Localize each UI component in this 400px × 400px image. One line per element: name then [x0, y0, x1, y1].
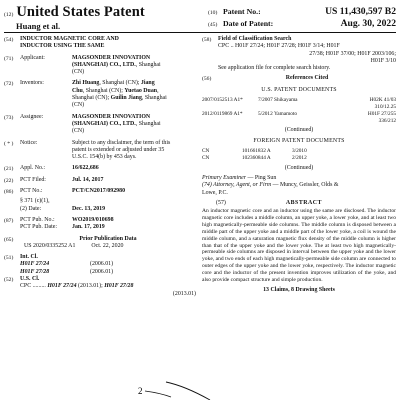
field-number: (86) [4, 189, 14, 196]
field-73-assignee [4, 114, 196, 136]
invention-title-line2: INDUCTOR USING THE SAME [20, 43, 105, 50]
foreign-date: 3/2010 [292, 147, 307, 154]
field-number: (22) [4, 177, 14, 184]
right-column [202, 36, 396, 294]
cpc-version: (2013.01) [172, 290, 196, 297]
search-cpc: 27/38; H01F 37/00; H01F 2003/106; [309, 50, 396, 57]
inventor-location: Shanghai (CN); [72, 95, 111, 102]
appl-no-label: Appl. No.: [20, 165, 46, 172]
claims-summary: 13 Claims, 8 Drawing Sheets [263, 286, 335, 293]
us-cl-label: U.S. Cl. [20, 276, 40, 283]
prior-pub-heading: Prior Publication Data [79, 235, 137, 242]
field-number: (54) [4, 37, 14, 43]
inventors-short: Huang et al. [16, 21, 61, 31]
inventor-location: , Shanghai [141, 95, 167, 102]
abstract-heading [202, 200, 396, 207]
pct-filed-label: PCT Filed: [20, 176, 46, 183]
drawing-ref-label: 2 [138, 386, 143, 396]
prior-pub-number: US 2020/0335252 A1 [24, 242, 76, 249]
int-cl-version: (2006.01) [90, 268, 114, 275]
field-number: (10) [208, 10, 218, 16]
foreign-docs-heading: FOREIGN PATENT DOCUMENTS [253, 137, 345, 144]
document-type-title: United States Patent [16, 4, 145, 20]
ref-name: Shikayama [274, 97, 298, 104]
field-number: ( * ) [4, 140, 14, 147]
search-heading: Field of Classification Search [218, 36, 292, 42]
assignee-country: (CN) [72, 128, 85, 135]
inventor-name: Guilin Jiang [110, 95, 142, 102]
prior-pub-date: Oct. 22, 2020 [91, 242, 124, 249]
field-87-pct-pub-date [4, 224, 196, 231]
int-cl-version: (2006.01) [90, 261, 114, 268]
ref-number: 2012/0119869 A1* [202, 110, 243, 117]
patent-number-label: Patent No.: [223, 7, 261, 16]
foreign-date: 2/2012 [292, 154, 307, 161]
patent-number: US 11,430,597 B2 [325, 6, 396, 17]
int-cl-code: H01F 27/24 [20, 261, 50, 268]
field-number: (73) [4, 114, 14, 121]
applicant-name: MAGSONDER INNOVATION [72, 54, 151, 61]
pct-no: PCT/CN2017/092980 [72, 188, 126, 195]
field-54-title [4, 36, 196, 51]
foreign-entry [202, 148, 396, 155]
cpc-label: CPC [20, 283, 32, 290]
assignee-name-2: (SHANGHAI) CO., LTD. [72, 120, 136, 127]
reference-entry [202, 97, 396, 111]
pct-pub-no: WO2019/010698 [72, 216, 114, 223]
field-number: (87) [4, 217, 14, 224]
abstract-text: An inductor magnetic core and an inductor using the same are disclosed. The inductor magnetic core includes a middle column, an upper yoke, a lower yoke, and at least two high magnetically-permeable side columns. The middle column is disposed between a middle part of the upper yoke and a middle part of the lower yoke, a coil is wound the middle column, and a saturation magnetic flux density of the middle column is higher than that of the upper yoke and the lower yoke. The at least two high magnetically-permeable side columns are disposed in interval between the upper yoke and the lower yoke, and two ends of each high magnetically-permeable side column are connected to outer edges of the upper yoke and the lower yoke, respectively. The inductor magnetic core and the inductor of the present invention improves utilization of the yoke, and also provide compact structure and simple production. [202, 208, 396, 283]
leader-line [145, 391, 171, 397]
notice-text: Subject to any disclaimer, the term of this [72, 139, 171, 146]
invention-title-line1: INDUCTOR MAGNETIC CORE AND [20, 36, 119, 42]
field-65-prior-pub [4, 236, 196, 251]
int-cl-row [20, 269, 196, 276]
field-number: (51) [4, 255, 14, 262]
field-number: (57) [216, 200, 226, 207]
us-patent-docs-heading: U.S. PATENT DOCUMENTS [261, 86, 337, 93]
field-52-us-cl [4, 276, 196, 298]
field-number: (45) [208, 22, 218, 28]
field-86-371 [4, 198, 196, 213]
applicant-label: Applicant: [20, 54, 45, 61]
examiner-label: Primary Examiner [202, 175, 247, 182]
pct-pub-no-label: PCT Pub. No.: [20, 216, 55, 223]
drawing-fragment [0, 380, 400, 400]
field-58-search [202, 36, 396, 72]
notice [4, 140, 196, 162]
attorney [202, 182, 396, 189]
continued-note: (Continued) [284, 164, 314, 171]
search-cpc: CPC .. H01F 27/24; H01F 27/28; H01F 3/14; H01F [218, 43, 340, 50]
field-number: (71) [4, 55, 14, 62]
ref-name: Yamamoto [274, 110, 298, 117]
foreign-number: 102360844 A [242, 154, 271, 161]
ref-subclass: 336/212 [378, 117, 396, 124]
assignee-city: , Shanghai [135, 120, 161, 127]
reference-entry [202, 111, 396, 125]
field-number: (56) [202, 76, 212, 83]
cpc-line: CPC ......... H01F 27/24 (2013.01); H01F 27/28 [20, 283, 134, 290]
field-71-applicant [4, 55, 196, 77]
ref-number: 2007/0152513 A1* [202, 97, 243, 104]
section-371-label: § 371 (c)(1), [20, 198, 50, 205]
patent-date-label: Date of Patent: [223, 19, 274, 28]
ref-subclass: 310/12.25 [374, 104, 396, 111]
section-371-date: Dec. 13, 2019 [72, 205, 106, 212]
attorney-name-2: Lowe, P.C. [202, 189, 228, 196]
cpc-version: (2013.01); [78, 283, 103, 290]
notice-label: Notice: [20, 139, 38, 146]
inventor-country: (CN) [72, 102, 85, 109]
section-371-date-label: (2) Date: [20, 205, 42, 212]
references-heading: References Cited [285, 75, 329, 82]
inventor-name: Yuetao Duan [124, 87, 158, 94]
inventor-name: Chu [72, 87, 83, 94]
foreign-number: 101661832 A [242, 147, 271, 154]
cpc-code: H01F 27/24 [47, 283, 77, 290]
field-number: (12) [4, 12, 14, 18]
applicant-city: , Shanghai [135, 61, 161, 68]
search-history-note: See application file for complete search history. [218, 65, 331, 72]
field-86-pct-no [4, 188, 196, 195]
foreign-docs-list [202, 148, 396, 162]
patent-date: Aug. 30, 2022 [340, 18, 396, 29]
pct-pub-date: Jan. 17, 2019 [72, 224, 105, 231]
assignee-label: Assignee: [20, 113, 44, 120]
field-72-inventors [4, 80, 196, 109]
pct-no-label: PCT No.: [20, 188, 43, 195]
int-cl-label: Int. Cl. [20, 254, 38, 261]
ref-date: 5/2012 [258, 110, 273, 117]
header-left [4, 4, 145, 31]
field-number: (72) [4, 81, 14, 88]
pct-filed-date: Jul. 14, 2017 [72, 176, 104, 183]
notice-text: patent is extended or adjusted under 35 [72, 146, 165, 153]
field-87-pct-pub [4, 217, 196, 224]
field-number: (65) [4, 236, 14, 243]
field-51-int-cl [4, 254, 196, 276]
header-divider [4, 32, 396, 33]
inventor-name: Zhi Huang [72, 80, 100, 87]
ref-class: H01F 27/255 [367, 110, 396, 117]
field-number: (21) [4, 166, 14, 173]
field-21-appl-no [4, 165, 196, 172]
separator: , [157, 87, 159, 94]
ref-date: 7/2007 [258, 97, 273, 104]
field-number: (52) [4, 277, 14, 284]
cpc-code: H01F 27/28 [104, 283, 134, 290]
attorney-name: — Muncy, Geissler, Olds & [271, 182, 339, 189]
drawing-curve [166, 382, 210, 400]
foreign-country: CN [202, 147, 210, 154]
header-right [208, 6, 400, 30]
field-56-references [202, 75, 396, 82]
field-22-pct-filed [4, 177, 196, 184]
field-number: (58) [202, 37, 212, 43]
abstract-title: ABSTRACT [285, 200, 322, 207]
foreign-country: CN [202, 154, 210, 161]
continued-note: (Continued) [284, 127, 314, 134]
foreign-entry [202, 155, 396, 162]
inventors-label: Inventors: [20, 80, 44, 87]
search-cpc: H01F 3/10 [370, 57, 396, 64]
pct-pub-date-label: PCT Pub. Date: [20, 224, 58, 231]
int-cl-code: H01F 27/28 [20, 268, 50, 275]
examiner-name: — Ping Sun [246, 175, 277, 182]
left-column [4, 36, 196, 298]
appl-no: 16/622,686 [72, 165, 99, 172]
us-docs-list [202, 97, 396, 124]
ref-class: H02K 41/03 [369, 97, 396, 104]
inventor-location: , Shanghai (CN); [82, 87, 125, 94]
applicant-country: (CN) [72, 69, 85, 76]
inventor-name: Jiang [140, 80, 155, 87]
int-cl-row [20, 261, 196, 268]
attorney-label: (74) Attorney, Agent, or Firm [202, 182, 272, 189]
applicant-name-2: (SHANGHAI) CO., LTD. [72, 61, 136, 68]
notice-text: U.S.C. 154(b) by 453 days. [72, 154, 137, 161]
assignee-name: MAGSONDER INNOVATION [72, 113, 151, 120]
inventor-location: , Shanghai (CN); [99, 80, 141, 87]
